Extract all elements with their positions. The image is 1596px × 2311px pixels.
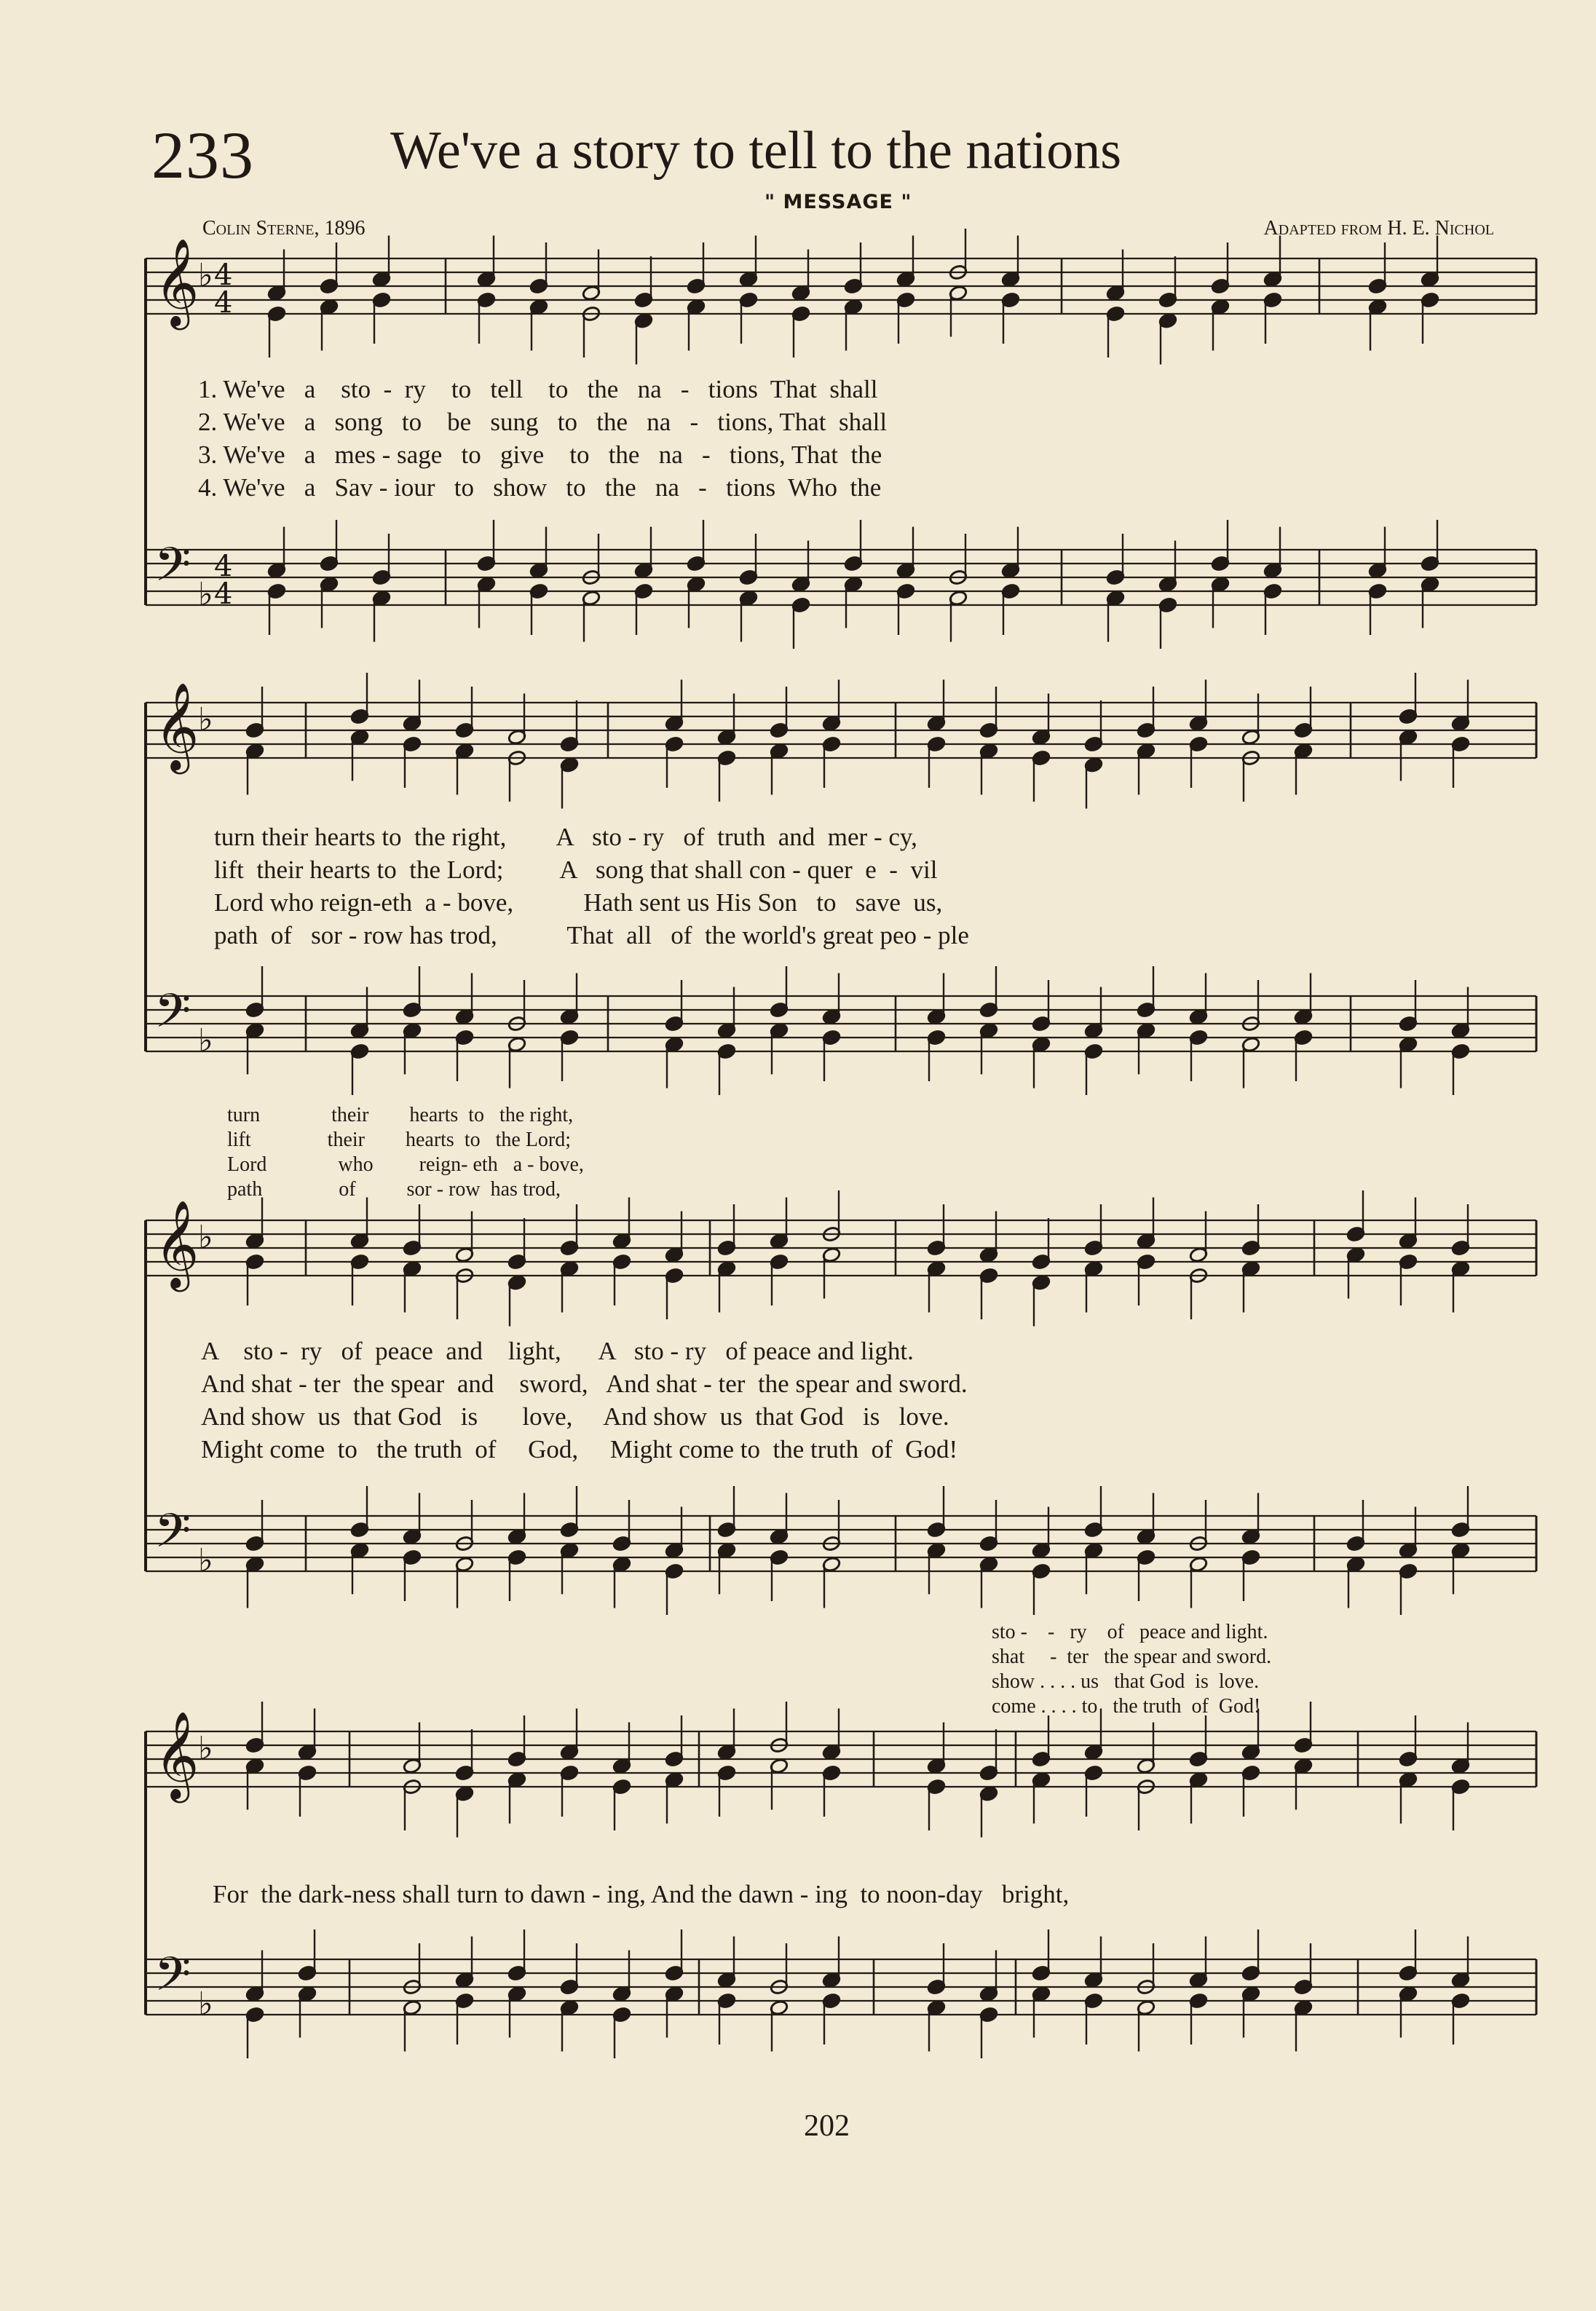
flat-icon: ♭ — [198, 701, 213, 738]
tune-name: " MESSAGE " — [765, 191, 912, 213]
system1-verse-3: 3. We've a mes - sage to give to the na - tions, That the — [198, 441, 882, 469]
system3-verse-4: Might come to the truth of God, Might come to the truth of God! — [201, 1435, 958, 1463]
flat-icon: ♭ — [198, 1730, 213, 1767]
bass-clef-icon: 𝄢 — [154, 1504, 191, 1570]
system2-bass-echo-2: lift their hearts to the Lord; — [227, 1129, 572, 1151]
system3-bass-echo-3: show . . . . us that God is love. — [992, 1670, 1260, 1693]
system3-verse-1: A sto - ry of peace and light, A sto - ry of peace and light. — [201, 1337, 914, 1365]
time-signature: 4 — [214, 258, 233, 292]
system1-verse-2: 2. We've a song to be sung to the na - tions, That shall — [198, 408, 888, 436]
system3-verse-2: And shat - ter the spear and sword, And shat - ter the spear and sword. — [201, 1370, 968, 1398]
treble-clef-icon: 𝄞 — [154, 682, 200, 770]
treble-clef-icon: 𝄞 — [154, 1199, 200, 1288]
hymn-number: 233 — [151, 118, 254, 192]
flat-icon: ♭ — [198, 1022, 213, 1059]
treble-clef-icon: 𝄞 — [154, 237, 200, 326]
system4-refrain: For the dark-ness shall turn to dawn - ing, And the dawn - ing to noon-day bright, — [213, 1880, 1070, 1908]
bass-clef-icon: 𝄢 — [154, 1948, 191, 2013]
flat-icon: ♭ — [198, 1219, 213, 1256]
system2-verse-2: lift their hearts to the Lord; A song that shall con - quer e - vil — [214, 856, 938, 884]
system2-verse-3: Lord who reign-eth a - bove, Hath sent us His Son to save us, — [214, 888, 943, 917]
system3-bass-echo-2: shat - ter the spear and sword. — [992, 1646, 1272, 1668]
system3-bass-echo-4: come . . . . to the truth of God! — [992, 1695, 1261, 1718]
arranger-credit: Adapted from H. E. Nichol — [1263, 217, 1494, 240]
bass-clef-icon: 𝄢 — [154, 984, 191, 1050]
system2-bass-echo-3: Lord who reign- eth a - bove, — [227, 1153, 584, 1176]
system1-verse-1: 1. We've a sto - ry to tell to the na - tions That shall — [198, 375, 878, 403]
hymn-title: We've a story to tell to the nations — [390, 121, 1122, 181]
system1-verse-4: 4. We've a Sav - iour to show to the na - tions Who the — [198, 473, 882, 502]
author-credit: Colin Sterne, 1896 — [202, 217, 366, 240]
bass-clef-icon: 𝄢 — [154, 538, 191, 604]
system2-verse-4: path of sor - row has trod, That all of the world's great peo - ple — [214, 921, 969, 949]
page-number: 202 — [804, 2109, 850, 2143]
treble-clef-icon: 𝄞 — [154, 1710, 200, 1799]
flat-icon: ♭ — [198, 257, 213, 294]
time-signature: 4 — [214, 577, 233, 611]
time-signature: 4 — [214, 550, 233, 583]
system3-verse-3: And show us that God is love, And show us that God is love. — [201, 1402, 949, 1431]
system2-bass-echo-4: path of sor - row has trod, — [227, 1178, 561, 1201]
flat-icon: ♭ — [198, 1986, 213, 2023]
time-signature: 4 — [214, 286, 233, 320]
system3-bass-echo-1: sto - - ry of peace and light. — [992, 1621, 1268, 1643]
system2-bass-echo-1: turn their hearts to the right, — [227, 1104, 574, 1126]
flat-icon: ♭ — [198, 1542, 213, 1579]
flat-icon: ♭ — [198, 576, 213, 613]
system2-verse-1: turn their hearts to the right, A sto - ry of truth and mer - cy, — [214, 823, 917, 851]
